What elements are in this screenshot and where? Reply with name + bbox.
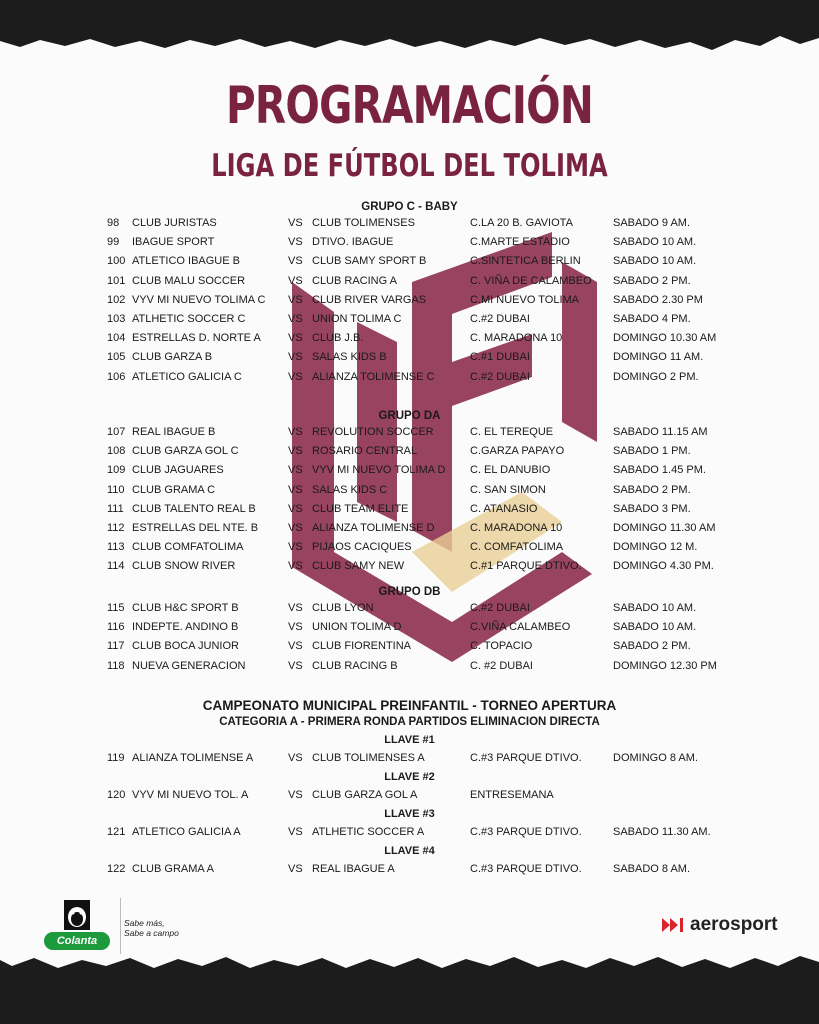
match-vs: VS bbox=[288, 464, 303, 477]
match-time: SABADO 1 PM. bbox=[613, 445, 691, 458]
match-home: VYV MI NUEVO TOLIMA C bbox=[132, 293, 266, 306]
match-away: REVOLUTION SOCCER bbox=[312, 426, 434, 438]
match-num: 113 bbox=[107, 541, 125, 554]
match-vs: VS bbox=[288, 621, 303, 634]
colanta-logo: Colanta bbox=[44, 932, 110, 950]
match-field: C.MI NUEVO TOLIMA bbox=[470, 293, 580, 306]
match-home: VYV MI NUEVO TOL. A bbox=[132, 789, 249, 801]
match-time: SABADO 10 AM. bbox=[613, 236, 697, 249]
match-away: PIJAOS CACIQUES bbox=[312, 541, 412, 554]
match-field: C. ATANASIO bbox=[470, 502, 538, 515]
match-away: UNION TOLIMA C bbox=[312, 313, 402, 325]
match-home: CLUB JURISTAS bbox=[132, 217, 217, 229]
match-field: C. MARADONA 10 bbox=[470, 522, 563, 534]
match-row bbox=[0, 863, 819, 881]
match-field: C.VIÑA CALAMBEO bbox=[470, 621, 571, 634]
match-vs: VS bbox=[288, 602, 303, 614]
match-away: ATLHETIC SOCCER A bbox=[312, 826, 425, 838]
match-vs: VS bbox=[288, 659, 303, 672]
match-field: C.#2 DUBAI bbox=[470, 602, 530, 614]
match-time: SABADO 4 PM. bbox=[613, 313, 691, 325]
match-time: SABADO 10 AM. bbox=[613, 621, 697, 634]
match-vs: VS bbox=[288, 640, 303, 653]
match-field: C.#3 PARQUE DTIVO. bbox=[470, 826, 582, 838]
match-num: 106 bbox=[107, 370, 126, 383]
match-row bbox=[0, 313, 819, 331]
match-num: 121 bbox=[107, 826, 126, 838]
colanta-sponsor bbox=[44, 898, 194, 954]
match-home: ALIANZA TOLIMENSE A bbox=[132, 752, 254, 764]
match-away: REAL IBAGUE A bbox=[312, 863, 395, 875]
match-vs: VS bbox=[288, 236, 303, 249]
match-vs: VS bbox=[288, 370, 303, 383]
match-home: CLUB JAGUARES bbox=[132, 464, 224, 477]
match-row bbox=[0, 560, 819, 578]
match-time: SABADO 10 AM. bbox=[613, 602, 697, 614]
match-away: CLUB TOLIMENSES A bbox=[312, 752, 425, 764]
match-home: CLUB H&C SPORT B bbox=[132, 602, 239, 614]
match-home: NUEVA GENERACION bbox=[132, 659, 246, 672]
match-row bbox=[0, 752, 819, 770]
match-vs: VS bbox=[288, 274, 303, 287]
match-field: C. VIÑA DE CALAMBEO bbox=[470, 274, 592, 287]
match-num: 117 bbox=[107, 640, 125, 653]
match-home: ESTRELLAS D. NORTE A bbox=[132, 332, 261, 345]
colanta-slogan bbox=[124, 918, 179, 938]
match-away: DTIVO. IBAGUE bbox=[312, 236, 394, 249]
match-field: C. EL TEREQUE bbox=[470, 426, 554, 438]
match-field: C. SAN SIMON bbox=[470, 483, 546, 496]
match-vs: VS bbox=[288, 789, 303, 801]
match-num: 111 bbox=[107, 502, 124, 515]
match-away: CLUB TEAM ELITE bbox=[312, 502, 409, 515]
match-num: 105 bbox=[107, 351, 126, 364]
match-row bbox=[0, 541, 819, 559]
match-vs: VS bbox=[288, 313, 303, 325]
match-home: CLUB BOCA JUNIOR bbox=[132, 640, 239, 653]
match-time: DOMINGO 12 M. bbox=[613, 541, 698, 554]
match-row bbox=[0, 484, 819, 502]
cow-icon bbox=[64, 900, 90, 930]
match-time: DOMINGO 2 PM. bbox=[613, 370, 699, 383]
match-row bbox=[0, 445, 819, 463]
match-vs: VS bbox=[288, 752, 303, 764]
match-row bbox=[0, 351, 819, 369]
match-vs: VS bbox=[288, 541, 303, 554]
match-away: ALIANZA TOLIMENSE D bbox=[312, 522, 435, 534]
match-field: C.#2 DUBAI bbox=[470, 313, 530, 325]
match-num: 101 bbox=[107, 274, 126, 287]
match-field: C. EL DANUBIO bbox=[470, 464, 551, 477]
match-row bbox=[0, 826, 819, 844]
match-away: SALAS KIDS B bbox=[312, 351, 387, 364]
match-vs: VS bbox=[288, 502, 303, 515]
group-title: GRUPO DB bbox=[378, 586, 441, 598]
match-num: 115 bbox=[107, 602, 125, 614]
match-row bbox=[0, 275, 819, 293]
match-away: CLUB RACING A bbox=[312, 274, 397, 287]
match-time: SABADO 2 PM. bbox=[613, 483, 691, 496]
match-vs: VS bbox=[288, 217, 303, 229]
aerosport-logo-text: aerosport bbox=[690, 914, 778, 935]
match-row bbox=[0, 236, 819, 254]
championship-title: CAMPEONATO MUNICIPAL PREINFANTIL - TORNEO APERTURA bbox=[202, 698, 617, 713]
match-time: DOMINGO 8 AM. bbox=[613, 752, 698, 764]
match-row bbox=[0, 640, 819, 658]
match-time: SABADO 9 AM. bbox=[613, 217, 691, 229]
match-home: INDEPTE. ANDINO B bbox=[132, 621, 239, 634]
match-time: SABADO 11.15 AM bbox=[613, 426, 708, 438]
llave-title: LLAVE #4 bbox=[384, 845, 435, 857]
sponsor-divider bbox=[120, 898, 121, 954]
match-home: CLUB COMFATOLIMA bbox=[132, 541, 244, 554]
match-num: 112 bbox=[107, 522, 125, 534]
match-field: C.#1 DUBAI bbox=[470, 351, 530, 364]
match-away: CLUB SAMY SPORT B bbox=[312, 255, 427, 268]
match-away: CLUB GARZA GOL A bbox=[312, 789, 418, 801]
fast-forward-icon bbox=[662, 918, 688, 932]
match-time: SABADO 10 AM. bbox=[613, 255, 697, 268]
match-num: 103 bbox=[107, 313, 126, 325]
match-num: 109 bbox=[107, 464, 126, 477]
match-away: ROSARIO CENTRAL bbox=[312, 445, 418, 458]
match-home: CLUB GARZA B bbox=[132, 351, 213, 364]
match-vs: VS bbox=[288, 522, 303, 534]
match-time: DOMINGO 11 AM. bbox=[613, 351, 704, 364]
match-num: 102 bbox=[107, 293, 126, 306]
match-field: C.#1 PARQUE DTIVO. bbox=[470, 560, 582, 573]
match-field: C.#3 PARQUE DTIVO. bbox=[470, 752, 582, 764]
match-home: CLUB GRAMA C bbox=[132, 483, 216, 496]
match-home: ATLETICO IBAGUE B bbox=[132, 255, 240, 268]
match-time: DOMINGO 4.30 PM. bbox=[613, 560, 714, 573]
match-row bbox=[0, 621, 819, 639]
match-row bbox=[0, 426, 819, 444]
match-away: CLUB LYON bbox=[312, 602, 374, 614]
match-num: 114 bbox=[107, 560, 125, 573]
match-num: 116 bbox=[107, 621, 125, 634]
match-row bbox=[0, 503, 819, 521]
match-field: C. MARADONA 10 bbox=[470, 332, 563, 345]
match-home: ATLETICO GALICIA C bbox=[132, 370, 242, 383]
slogan-line-1: Sabe más, bbox=[124, 918, 165, 928]
match-home: CLUB MALU SOCCER bbox=[132, 274, 246, 287]
match-row bbox=[0, 255, 819, 273]
match-vs: VS bbox=[288, 863, 303, 875]
match-away: ALIANZA TOLIMENSE C bbox=[312, 370, 435, 383]
match-time: DOMINGO 11.30 AM bbox=[613, 522, 716, 534]
match-vs: VS bbox=[288, 332, 303, 345]
match-num: 110 bbox=[107, 483, 125, 496]
match-field: C.GARZA PAPAYO bbox=[470, 445, 565, 458]
match-time: DOMINGO 12.30 PM bbox=[613, 659, 717, 672]
match-home: ATLETICO GALICIA A bbox=[132, 826, 241, 838]
match-row bbox=[0, 660, 819, 678]
match-num: 120 bbox=[107, 789, 126, 801]
page-subtitle: LIGA DE FÚTBOL DEL TOLIMA bbox=[211, 148, 608, 184]
match-away: CLUB FIORENTINA bbox=[312, 640, 412, 653]
match-home: CLUB TALENTO REAL B bbox=[132, 502, 256, 515]
llave-title: LLAVE #3 bbox=[384, 808, 435, 820]
llave-title: LLAVE #1 bbox=[384, 734, 435, 746]
match-time: SABADO 1.45 PM. bbox=[613, 464, 706, 477]
match-field: C.LA 20 B. GAVIOTA bbox=[470, 217, 573, 229]
match-num: 118 bbox=[107, 659, 125, 672]
match-time: SABADO 2 PM. bbox=[613, 640, 691, 653]
match-num: 108 bbox=[107, 445, 126, 458]
match-field: C.#2 DUBAI bbox=[470, 370, 530, 383]
match-away: CLUB J.B. bbox=[312, 332, 364, 345]
match-vs: VS bbox=[288, 255, 303, 268]
match-num: 98 bbox=[107, 217, 120, 229]
match-num: 122 bbox=[107, 863, 126, 875]
match-field: ENTRESEMANA bbox=[470, 789, 554, 801]
match-away: SALAS KIDS C bbox=[312, 483, 388, 496]
match-away: CLUB SAMY NEW bbox=[312, 560, 405, 573]
match-row bbox=[0, 217, 819, 235]
match-field: C.MARTE ESTADIO bbox=[470, 236, 570, 249]
match-vs: VS bbox=[288, 426, 303, 438]
match-num: 107 bbox=[107, 426, 126, 438]
match-num: 100 bbox=[107, 255, 126, 268]
match-field: C. #2 DUBAI bbox=[470, 659, 533, 672]
match-num: 119 bbox=[107, 752, 125, 764]
match-home: ATLHETIC SOCCER C bbox=[132, 313, 246, 325]
match-home: CLUB SNOW RIVER bbox=[132, 560, 236, 573]
match-away: CLUB RACING B bbox=[312, 659, 398, 672]
match-vs: VS bbox=[288, 826, 303, 838]
match-time: SABADO 3 PM. bbox=[613, 502, 691, 515]
match-row bbox=[0, 464, 819, 482]
match-time: SABADO 11.30 AM. bbox=[613, 826, 711, 838]
match-home: CLUB GARZA GOL C bbox=[132, 445, 239, 458]
page-title: PROGRAMACIÓN bbox=[225, 76, 594, 136]
match-field: C.SINTETICA BERLIN bbox=[470, 255, 581, 268]
match-home: IBAGUE SPORT bbox=[132, 236, 215, 249]
match-time: SABADO 2 PM. bbox=[613, 274, 691, 287]
match-row bbox=[0, 789, 819, 807]
llave-title: LLAVE #2 bbox=[384, 771, 435, 783]
match-vs: VS bbox=[288, 483, 303, 496]
match-home: REAL IBAGUE B bbox=[132, 426, 216, 438]
match-vs: VS bbox=[288, 560, 303, 573]
championship-category: CATEGORIA A - PRIMERA RONDA PARTIDOS ELIMINACION DIRECTA bbox=[219, 716, 600, 728]
match-away: CLUB RIVER VARGAS bbox=[312, 293, 427, 306]
group-title: GRUPO C - BABY bbox=[361, 201, 458, 213]
match-num: 104 bbox=[107, 332, 126, 345]
match-vs: VS bbox=[288, 293, 303, 306]
match-away: UNION TOLIMA D bbox=[312, 621, 402, 634]
match-field: C. TOPACIO bbox=[470, 640, 533, 653]
match-field: C. COMFATOLIMA bbox=[470, 541, 564, 554]
slogan-line-2: Sabe a campo bbox=[124, 928, 179, 938]
group-title: GRUPO DA bbox=[378, 410, 441, 422]
match-away: VYV MI NUEVO TOLIMA D bbox=[312, 464, 446, 477]
match-num: 99 bbox=[107, 236, 120, 249]
match-vs: VS bbox=[288, 445, 303, 458]
match-row bbox=[0, 602, 819, 620]
match-home: CLUB GRAMA A bbox=[132, 863, 214, 875]
match-time: DOMINGO 10.30 AM bbox=[613, 332, 717, 345]
match-row bbox=[0, 522, 819, 540]
match-away: CLUB TOLIMENSES bbox=[312, 217, 415, 229]
match-row bbox=[0, 332, 819, 350]
match-home: ESTRELLAS DEL NTE. B bbox=[132, 522, 259, 534]
match-time: SABADO 8 AM. bbox=[613, 863, 691, 875]
match-vs: VS bbox=[288, 351, 303, 364]
match-row bbox=[0, 371, 819, 389]
match-row bbox=[0, 294, 819, 312]
match-time: SABADO 2.30 PM bbox=[613, 293, 703, 306]
match-field: C.#3 PARQUE DTIVO. bbox=[470, 863, 582, 875]
